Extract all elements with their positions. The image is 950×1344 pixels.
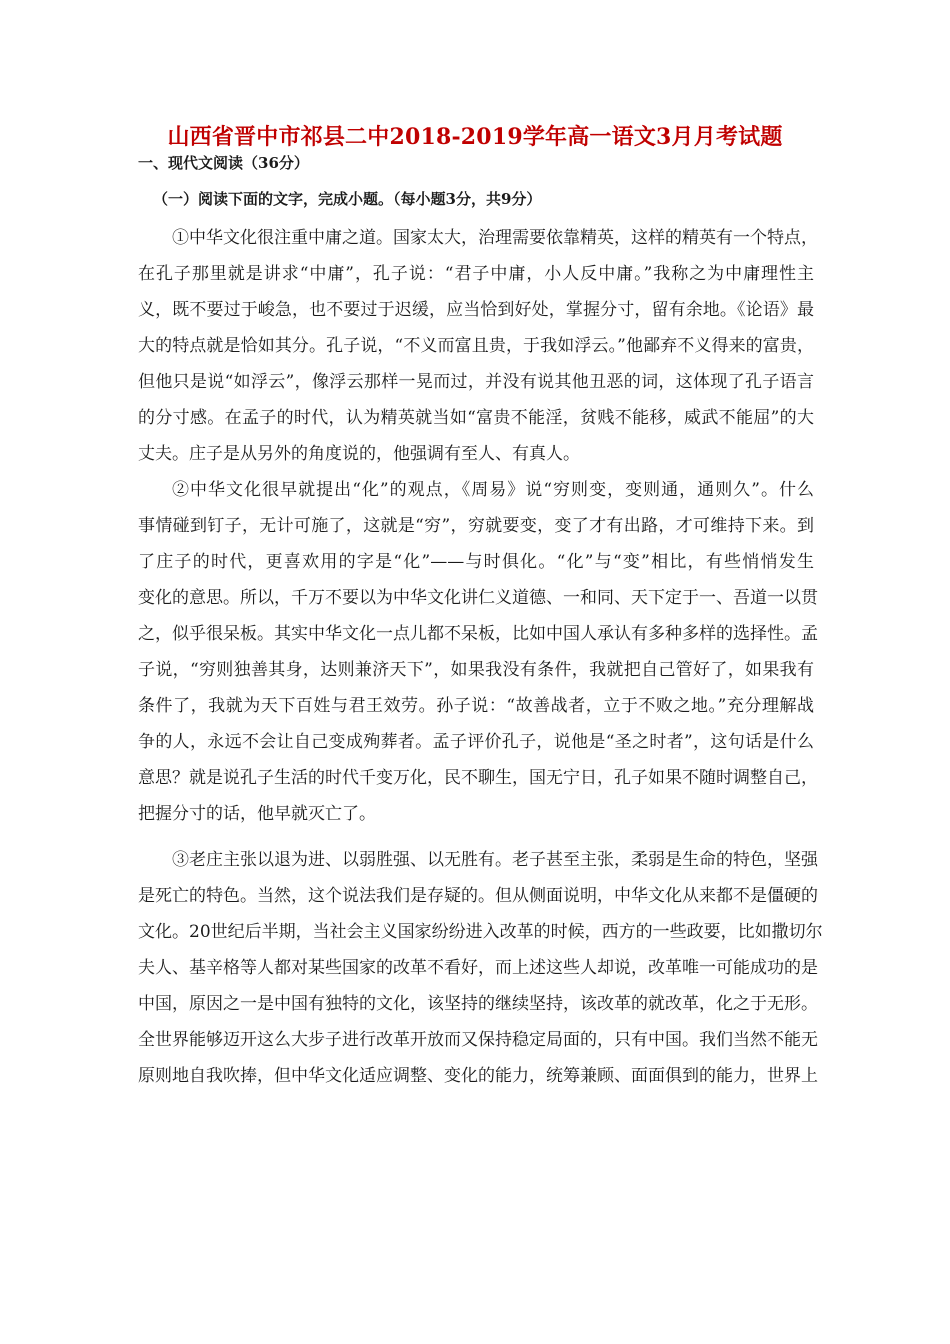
paragraph-line: 了庄子的时代，更喜欢用的字是“化”——与时俱化。“化”与“变”相比，有些悄悄发生 — [138, 552, 814, 572]
paragraph-line: 之，似乎很呆板。其实中华文化一点儿都不呆板，比如中国人承认有多种多样的选择性。孟 — [138, 624, 818, 644]
paragraph-line: 文化。20世纪后半期，当社会主义国家纷纷进入改革的时候，西方的一些政要，比如撒切尔 — [138, 922, 823, 942]
document-title: 山西省晋中市祁县二中2018-2019学年高一语文3月月考试题 — [167, 124, 783, 150]
paragraph-line: 但他只是说“如浮云”，像浮云那样一晃而过，并没有说其他丑恶的词，这体现了孔子语言 — [138, 372, 814, 392]
paragraph-3 — [138, 842, 823, 1094]
paragraph-line: 事情碰到钉子，无计可施了，这就是“穷”，穷就要变，变了才有出路，才可维持下来。到 — [138, 516, 814, 536]
paragraph-line: 是死亡的特色。当然，这个说法我们是存疑的。但从侧面说明，中华文化从来都不是僵硬的 — [138, 886, 818, 906]
paragraph-line: 中国，原因之一是中国有独特的文化，该坚持的继续坚持，该改革的就改革，化之于无形。 — [138, 994, 818, 1014]
paragraph-1 — [138, 220, 818, 472]
paragraph-line: 意思？就是说孔子生活的时代千变万化，民不聊生，国无宁日，孔子如果不随时调整自己， — [138, 768, 818, 788]
paragraph-line: 夫人、基辛格等人都对某些国家的改革不看好，而上述这些人却说，改革唯一可能成功的是 — [138, 958, 818, 978]
paragraph-line: 原则地自我吹捧，但中华文化适应调整、变化的能力，统筹兼顾、面面俱到的能力，世界上 — [138, 1066, 818, 1086]
paragraph-line: 义，既不要过于峻急，也不要过于迟缓，应当恰到好处，掌握分寸，留有余地。《论语》最 — [138, 300, 814, 320]
paragraph-line: ②中华文化很早就提出“化”的观点，《周易》说“穷则变，变则通，通则久”。什么 — [172, 480, 814, 500]
paragraph-line: 全世界能够迈开这么大步子进行改革开放而又保持稳定局面的，只有中国。我们当然不能无 — [138, 1030, 818, 1050]
section-heading: 一、现代文阅读（36分） — [138, 154, 309, 172]
paragraph-line: 争的人，永远不会让自己变成殉葬者。孟子评价孔子，说他是“圣之时者”，这句话是什么 — [138, 732, 814, 752]
paragraph-line: ①中华文化很注重中庸之道。国家太大，治理需要依靠精英，这样的精英有一个特点， — [172, 228, 818, 248]
paragraph-line: 条件了，我就为天下百姓与君王效劳。孙子说：“故善战者，立于不败之地。”充分理解战 — [138, 696, 814, 716]
paragraph-line: 变化的意思。所以，千万不要以为中华文化讲仁义道德、一和同、天下定于一、吾道一以贯 — [138, 588, 818, 608]
paragraph-line: 把握分寸的话，他早就灭亡了。 — [138, 804, 376, 824]
sub-heading: （一）阅读下面的文字，完成小题。（每小题3分，共9分） — [153, 190, 542, 208]
paragraph-line: 丈夫。庄子是从另外的角度说的，他强调有至人、有真人。 — [138, 444, 580, 464]
paragraph-line: 在孔子那里就是讲求“中庸”，孔子说：“君子中庸，小人反中庸。”我称之为中庸理性主 — [138, 264, 814, 284]
document-body — [138, 220, 823, 1094]
paragraph-2 — [138, 472, 818, 832]
paragraph-line: 的分寸感。在孟子的时代，认为精英就当如“富贵不能淫，贫贱不能移，威武不能屈”的大 — [138, 408, 814, 428]
paragraph-line: 子说，“穷则独善其身，达则兼济天下”，如果我没有条件，我就把自己管好了，如果我有 — [138, 660, 814, 680]
paragraph-line: ③老庄主张以退为进、以弱胜强、以无胜有。老子甚至主张，柔弱是生命的特色，坚强 — [172, 850, 818, 870]
paragraph-line: 大的特点就是恰如其分。孔子说，“不义而富且贵，于我如浮云。”他鄙弃不义得来的富贵， — [138, 336, 814, 356]
